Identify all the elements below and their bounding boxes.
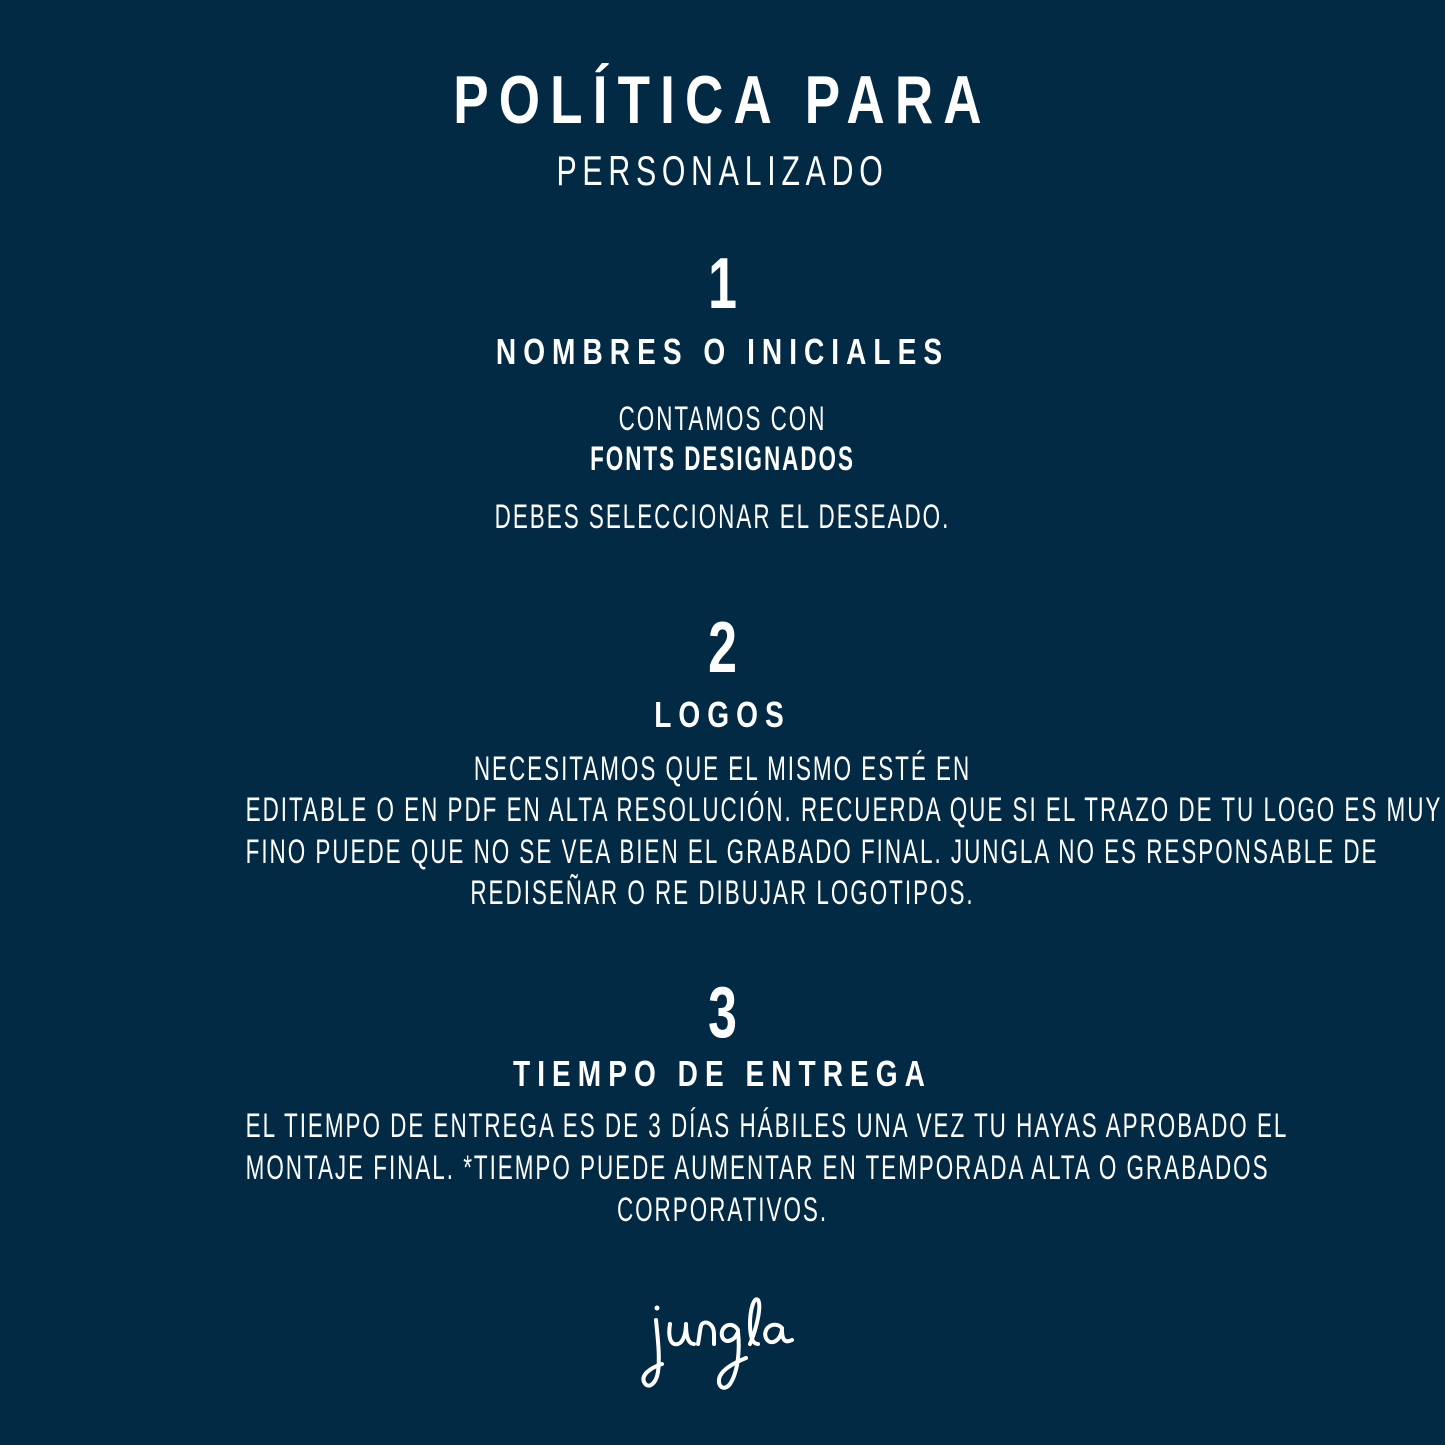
section-2-text-line: REDISEÑAR O RE DIBUJAR LOGOTIPOS. bbox=[470, 874, 975, 912]
section-3-text-line: CORPORATIVOS. bbox=[616, 1191, 829, 1229]
section-3-number: 3 bbox=[708, 973, 737, 1053]
page-subtitle: PERSONALIZADO bbox=[556, 147, 889, 194]
section-3-text-line: EL TIEMPO DE ENTREGA ES DE 3 DÍAS HÁBILES UNA VEZ TU HAYAS APROBADO EL bbox=[245, 1107, 1289, 1145]
section-2-number: 2 bbox=[708, 608, 737, 688]
section-1-text-line: DEBES SELECCIONAR EL DESEADO. bbox=[494, 498, 951, 536]
section-2-text-line: FINO PUEDE QUE NO SE VEA BIEN EL GRABADO FINAL. JUNGLA NO ES RESPONSABLE DE bbox=[245, 833, 1379, 871]
section-1-heading: NOMBRES O INICIALES bbox=[495, 331, 950, 372]
section-2-text-line: NECESITAMOS QUE EL MISMO ESTÉ EN bbox=[473, 750, 972, 788]
section-2-text-line: EDITABLE O EN PDF EN ALTA RESOLUCIÓN. RECUERDA QUE SI EL TRAZO DE TU LOGO ES MUY bbox=[245, 791, 1443, 829]
section-2-heading: LOGOS bbox=[654, 694, 791, 735]
section-3-heading: TIEMPO DE ENTREGA bbox=[513, 1053, 932, 1094]
section-1-number: 1 bbox=[708, 244, 737, 324]
section-1-text-line: CONTAMOS CON bbox=[618, 400, 827, 438]
section-1-text-bold: FONTS DESIGNADOS bbox=[590, 440, 855, 478]
page-title: POLÍTICA PARA bbox=[453, 62, 992, 138]
jungla-logo bbox=[622, 1280, 822, 1400]
section-3-text-line: MONTAJE FINAL. *TIEMPO PUEDE AUMENTAR EN TEMPORADA ALTA O GRABADOS bbox=[245, 1149, 1270, 1187]
